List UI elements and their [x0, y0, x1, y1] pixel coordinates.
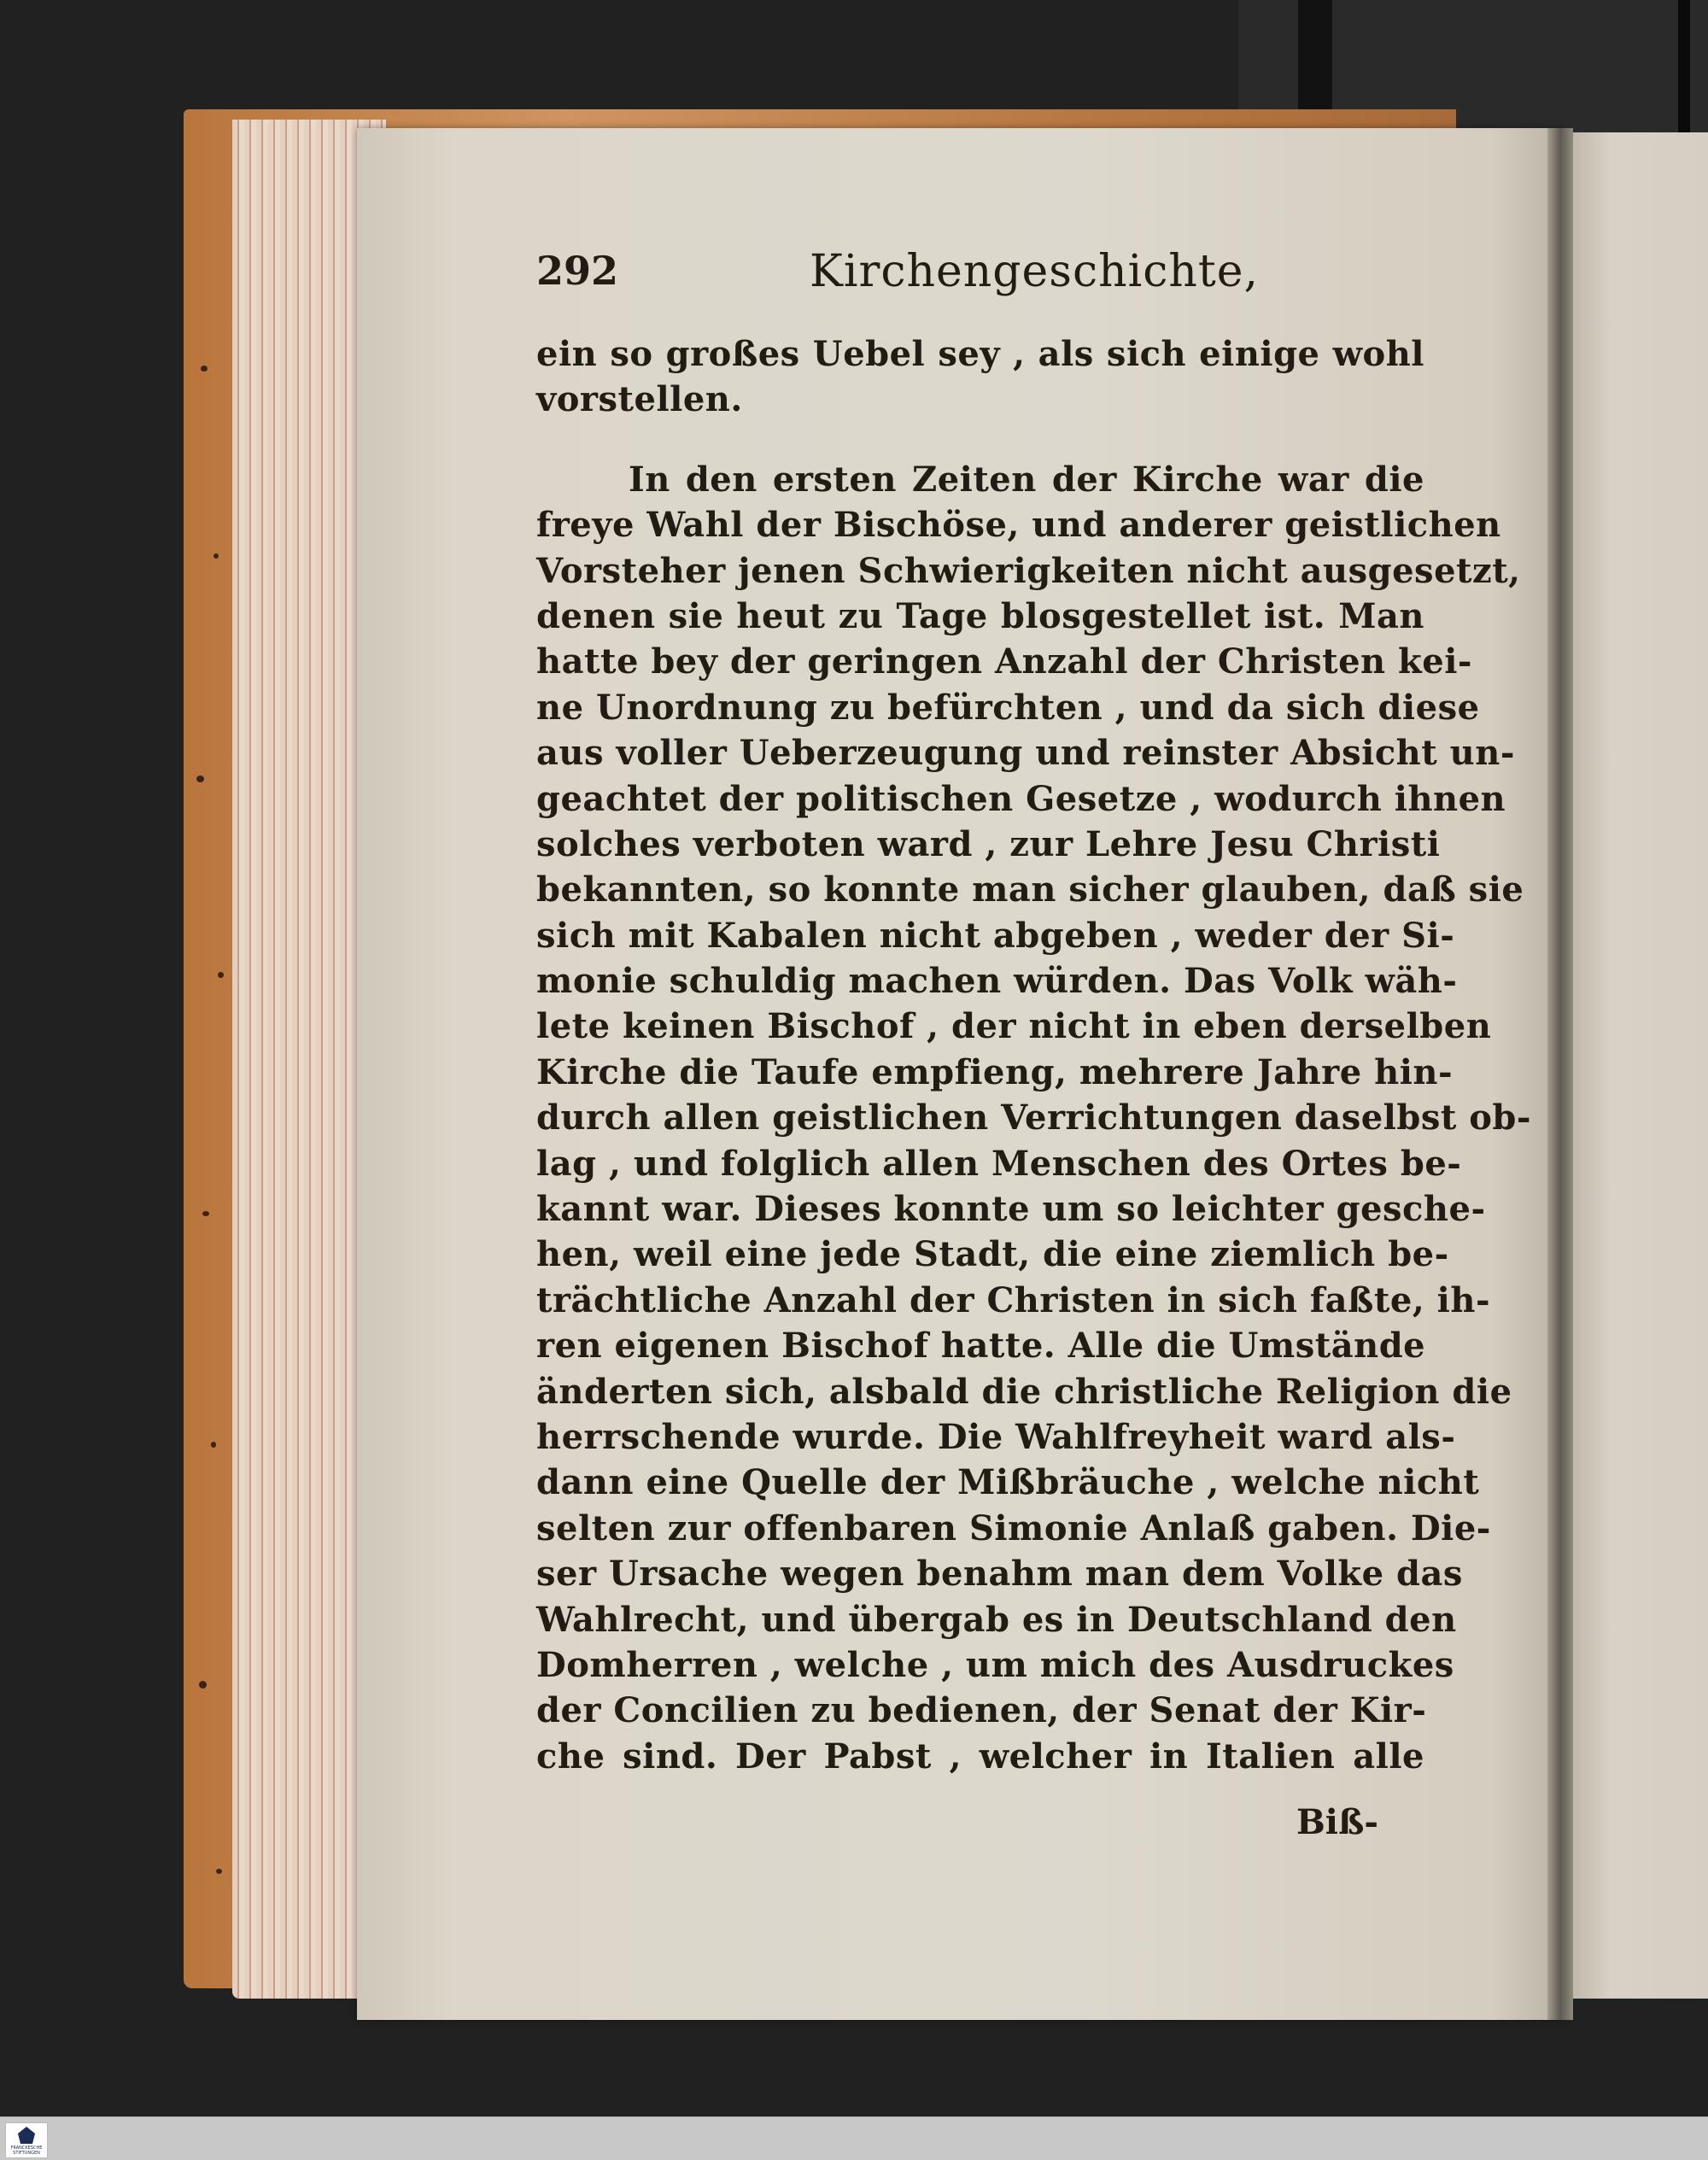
- text-line: Vorsteher jenen Schwierigkeiten nicht ausgesetzt,: [536, 550, 1521, 591]
- text-line: In den ersten Zeiten der Kirche war die: [629, 459, 1424, 500]
- text-line: trächtliche Anzahl der Christen in sich faßte, ih-: [536, 1279, 1491, 1320]
- text-line: dann eine Quelle der Mißbräuche , welche nicht: [536, 1462, 1480, 1503]
- facing-page: [1570, 132, 1708, 1999]
- running-head: [536, 248, 1442, 307]
- text-line: änderten sich, alsbald die christliche Religion die: [536, 1371, 1512, 1412]
- text-line: che sind. Der Pabst , welcher in Italien alle: [536, 1736, 1424, 1777]
- text-line: hen, weil eine jede Stadt, die eine ziemlich be-: [536, 1234, 1449, 1275]
- text-line: bekannten, so konnte man sicher glauben, daß sie: [536, 869, 1524, 910]
- text-line: durch allen geistlichen Verrichtungen daselbst ob-: [536, 1098, 1531, 1139]
- library-logo-label: FRANCKESCHE STIFTUNGEN: [10, 2145, 43, 2156]
- scanner-clip: [1678, 0, 1690, 137]
- running-title: Kirchengeschichte,: [810, 246, 1260, 297]
- book-gutter: [1547, 128, 1573, 2020]
- text-line: sich mit Kabalen nicht abgeben , weder der Si-: [536, 915, 1455, 956]
- catchword: Biß-: [1296, 1802, 1378, 1842]
- text-line: herrschende wurde. Die Wahlfreyheit ward als-: [536, 1416, 1456, 1457]
- text-line: der Concilien zu bedienen, der Senat der Kir-: [536, 1690, 1427, 1731]
- text-line: geachtet der politischen Gesetze , wodurch ihnen: [536, 778, 1506, 819]
- body-text: [536, 331, 1531, 1779]
- text-line: ne Unordnung zu befürchten , und da sich diese: [536, 687, 1480, 728]
- text-line: solches verboten ward , zur Lehre Jesu Christi: [536, 823, 1441, 864]
- text-line: lag , und folglich allen Menschen des Ortes be-: [536, 1143, 1462, 1184]
- text-line: Kirche die Taufe empfieng, mehrere Jahre hin-: [536, 1051, 1454, 1092]
- text-line: ren eigenen Bischof hatte. Alle die Umstände: [536, 1326, 1426, 1367]
- text-line: Domherren , welche , um mich des Ausdruckes: [536, 1644, 1454, 1685]
- text-line: aus voller Ueberzeugung und reinster Absicht un-: [536, 733, 1515, 774]
- text-line: vorstellen.: [536, 379, 743, 420]
- text-line: selten zur offenbaren Simonie Anlaß gaben. Die-: [536, 1507, 1491, 1548]
- text-line: ser Ursache wegen benahm man dem Volke das: [536, 1554, 1463, 1595]
- text-line: monie schuldig machen würden. Das Volk wäh-: [536, 961, 1458, 1002]
- library-logo[interactable]: [5, 2122, 48, 2158]
- scanner-clip: [1298, 0, 1332, 120]
- text-line: denen sie heut zu Tage blosgestellet ist. Man: [536, 595, 1424, 636]
- text-line: hatte bey der geringen Anzahl der Christen kei-: [536, 641, 1472, 682]
- library-logo-icon: [18, 2127, 35, 2144]
- viewer-bottom-bar: [0, 2116, 1708, 2160]
- page-number: 292: [536, 248, 619, 294]
- text-line: freye Wahl der Bischöse, und anderer geistlichen: [536, 505, 1501, 546]
- text-line: Wahlrecht, und übergab es in Deutschland den: [536, 1599, 1457, 1640]
- text-line: ein so großes Uebel sey , als sich einige wohl: [536, 334, 1424, 374]
- text-line: kannt war. Dieses konnte um so leichter gesche-: [536, 1189, 1486, 1230]
- text-line: lete keinen Bischof , der nicht in eben derselben: [536, 1006, 1492, 1047]
